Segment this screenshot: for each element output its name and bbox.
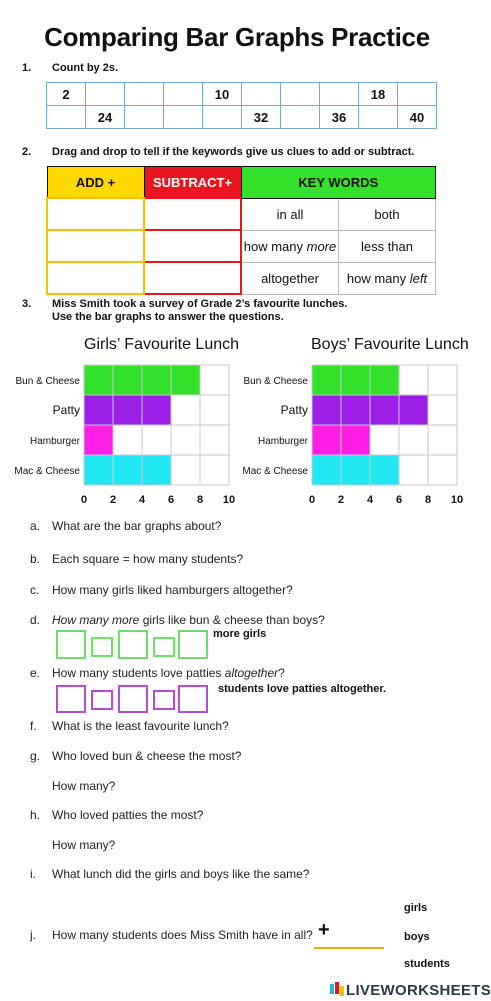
- qg-text: Who loved bun & cheese the most?: [52, 749, 242, 763]
- grid-cell: [370, 425, 399, 455]
- category-label: Bun & Cheese: [15, 376, 80, 387]
- count-cell: 40: [398, 106, 437, 129]
- qd-text: How many more girls like bun & cheese than boys?: [52, 613, 325, 627]
- keyword-item[interactable]: in all: [241, 198, 339, 230]
- count-cell[interactable]: [242, 83, 281, 106]
- keyword-item[interactable]: both: [339, 198, 436, 230]
- answer-box[interactable]: [178, 630, 208, 659]
- answer-box[interactable]: [153, 690, 175, 710]
- liveworksheets-logo: LIVEWORKSHEETS: [346, 982, 491, 999]
- qg-letter: g.: [30, 749, 41, 763]
- qe-answer-suffix: students love patties altogether.: [218, 683, 387, 695]
- qj-letter: j.: [30, 928, 36, 942]
- answer-box[interactable]: [91, 690, 113, 710]
- boys-lunch-chart: [237, 360, 474, 510]
- answer-box[interactable]: [91, 637, 113, 657]
- grid-cell: [171, 395, 200, 425]
- qj-text: How many students does Miss Smith have in all?: [52, 928, 313, 942]
- category-label: Patty: [280, 403, 308, 417]
- x-tick-label: 4: [138, 494, 146, 506]
- qb-text: Each square = how many students?: [52, 552, 244, 566]
- girls-chart-title: Girls’ Favourite Lunch: [84, 336, 240, 353]
- answer-box[interactable]: [56, 685, 86, 713]
- qc-text: How many girls liked hamburgers altogether?: [52, 583, 293, 597]
- grid-cell: [428, 425, 457, 455]
- subtract-header: SUBTRACT+: [144, 167, 241, 199]
- subtract-drop-zone[interactable]: [144, 230, 241, 262]
- answer-box[interactable]: [118, 685, 148, 713]
- bar-mac-cheese: [312, 455, 399, 485]
- qf-text: What is the least favourite lunch?: [52, 719, 229, 733]
- x-tick-label: 2: [109, 494, 117, 506]
- grid-cell: [142, 425, 171, 455]
- qi-text: What lunch did the girls and boys like the same?: [52, 867, 310, 881]
- grid-cell: [200, 455, 229, 485]
- count-row-2: [47, 106, 437, 129]
- x-tick-label: 0: [80, 494, 88, 506]
- count-cell[interactable]: [164, 83, 203, 106]
- x-tick-label: 6: [167, 494, 175, 506]
- qb-letter: b.: [30, 552, 41, 566]
- grid-cell: [171, 455, 200, 485]
- count-cell: 24: [86, 106, 125, 129]
- x-tick-label: 0: [308, 494, 316, 506]
- q3-number: 3.: [22, 298, 32, 310]
- bar-patty: [84, 395, 171, 425]
- qg-sub: How many?: [52, 779, 116, 793]
- qd-letter: d.: [30, 613, 41, 627]
- count-cell[interactable]: [398, 83, 437, 106]
- q3-text-line2: Use the bar graphs to answer the questions.: [52, 311, 284, 323]
- subtract-drop-zone[interactable]: [144, 198, 241, 230]
- label-girls: girls: [404, 902, 428, 914]
- count-cell: 32: [242, 106, 281, 129]
- answer-line: [314, 947, 384, 949]
- count-cell[interactable]: [203, 106, 242, 129]
- category-label: Mac & Cheese: [242, 466, 308, 477]
- bar-hamburger: [84, 425, 113, 455]
- answer-box[interactable]: [178, 685, 208, 713]
- qh-text: Who loved patties the most?: [52, 808, 204, 822]
- girls-lunch-chart: [0, 360, 237, 510]
- x-tick-label: 10: [222, 494, 236, 506]
- keywords-table: [46, 166, 436, 295]
- keyword-item[interactable]: less than: [339, 230, 436, 262]
- add-drop-zone[interactable]: [47, 230, 144, 262]
- x-tick-label: 2: [337, 494, 345, 506]
- count-cell[interactable]: [281, 106, 320, 129]
- answer-box[interactable]: [118, 630, 148, 659]
- qi-letter: i.: [30, 867, 36, 881]
- count-cell[interactable]: [125, 83, 164, 106]
- x-tick-label: 4: [366, 494, 374, 506]
- plus-sign: +: [318, 919, 330, 941]
- category-label: Patty: [52, 403, 80, 417]
- count-cell[interactable]: [86, 83, 125, 106]
- grid-cell: [399, 425, 428, 455]
- keyword-item[interactable]: [339, 262, 436, 294]
- category-label: Bun & Cheese: [243, 376, 308, 387]
- qa-text: What are the bar graphs about?: [52, 519, 222, 533]
- grid-cell: [113, 425, 142, 455]
- count-cell: 18: [359, 83, 398, 106]
- count-cell[interactable]: [281, 83, 320, 106]
- add-drop-zone[interactable]: [47, 198, 144, 230]
- keywords-header: KEY WORDS: [241, 167, 436, 199]
- x-tick-label: 10: [450, 494, 464, 506]
- bar-bun-cheese: [312, 365, 399, 395]
- liveworksheets-logo-icon: [330, 982, 344, 996]
- keyword-item[interactable]: altogether: [241, 262, 339, 294]
- count-table: [46, 82, 437, 129]
- qa-letter: a.: [30, 519, 41, 533]
- x-tick-label: 8: [424, 494, 432, 506]
- keyword-how-many-more: how many more: [243, 238, 337, 254]
- grid-cell: [200, 395, 229, 425]
- count-cell: 36: [320, 106, 359, 129]
- qh-letter: h.: [30, 808, 41, 822]
- grid-cell: [171, 425, 200, 455]
- q3-text-line1: Miss Smith took a survey of Grade 2’s favourite lunches.: [52, 298, 348, 310]
- qe-letter: e.: [30, 666, 41, 680]
- q1-number: 1.: [22, 62, 32, 74]
- grid-cell: [428, 365, 457, 395]
- label-students: students: [404, 958, 450, 970]
- boys-chart-title: Boys’ Favourite Lunch: [311, 336, 469, 353]
- count-cell: 2: [47, 83, 86, 106]
- count-cell[interactable]: [164, 106, 203, 129]
- page-title: Comparing Bar Graphs Practice: [44, 22, 430, 52]
- grid-cell: [428, 455, 457, 485]
- q2-text: Drag and drop to tell if the keywords give us clues to add or subtract.: [52, 146, 415, 158]
- qh-sub: How many?: [52, 838, 116, 852]
- x-tick-label: 8: [196, 494, 204, 506]
- count-cell[interactable]: [359, 106, 398, 129]
- qe-text: How many students love patties altogether?: [52, 666, 285, 680]
- grid-cell: [399, 455, 428, 485]
- bar-mac-cheese: [84, 455, 171, 485]
- subtract-drop-zone[interactable]: [144, 262, 241, 294]
- grid-cell: [399, 365, 428, 395]
- count-cell[interactable]: [320, 83, 359, 106]
- category-label: Hamburger: [29, 436, 80, 447]
- count-cell: 10: [203, 83, 242, 106]
- label-boys: boys: [404, 931, 430, 943]
- grid-cell: [428, 395, 457, 425]
- grid-cell: [200, 365, 229, 395]
- x-tick-label: 6: [395, 494, 403, 506]
- answer-box[interactable]: [153, 637, 175, 657]
- grid-cell: [200, 425, 229, 455]
- qc-letter: c.: [30, 583, 40, 597]
- q1-text: Count by 2s.: [52, 62, 119, 74]
- q2-number: 2.: [22, 146, 32, 158]
- qf-letter: f.: [30, 719, 37, 733]
- category-label: Hamburger: [257, 436, 308, 447]
- keyword-how-many-left: how many left: [346, 270, 428, 286]
- count-cell[interactable]: [125, 106, 164, 129]
- keyword-item[interactable]: [241, 230, 339, 262]
- qd-answer-suffix: more girls: [213, 628, 267, 640]
- add-drop-zone[interactable]: [47, 262, 144, 294]
- category-label: Mac & Cheese: [14, 466, 80, 477]
- answer-box[interactable]: [56, 630, 86, 659]
- add-header: ADD +: [47, 167, 144, 199]
- count-row-1: [47, 83, 437, 106]
- count-cell[interactable]: [47, 106, 86, 129]
